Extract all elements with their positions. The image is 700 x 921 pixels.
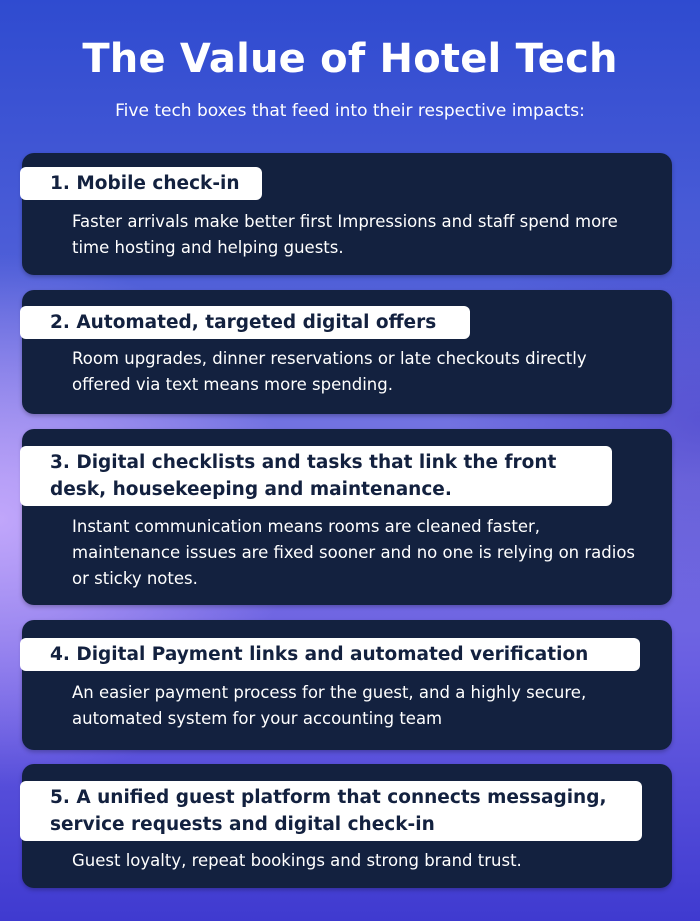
tech-card-title-text: Automated, targeted digital offers — [76, 312, 437, 333]
tech-card-title-text: Digital Payment links and automated verification — [76, 644, 589, 665]
tech-card-number: 5. — [50, 787, 70, 808]
tech-card-3 — [22, 429, 672, 605]
tech-card-4 — [22, 620, 672, 750]
tech-card-description: An easier payment process for the guest, and a highly secure, automated system for your accounting team — [72, 683, 587, 728]
tech-card-2 — [22, 290, 672, 414]
tech-card-number: 3. — [50, 452, 70, 473]
page-title: The Value of Hotel Tech — [82, 36, 618, 82]
tech-card-number: 4. — [50, 644, 70, 665]
page-subtitle: Five tech boxes that feed into their respective impacts: — [115, 101, 585, 121]
tech-card-title — [20, 446, 612, 506]
tech-card-title-text: A unified guest platform that connects messaging, service requests and digital check-in — [50, 787, 607, 835]
tech-card-number: 2. — [50, 312, 70, 333]
tech-card-title-text: Mobile check-in — [76, 173, 240, 194]
tech-card-description: Room upgrades, dinner reservations or late checkouts directly offered via text means more spending. — [72, 349, 587, 394]
tech-card-description: Faster arrivals make better first Impressions and staff spend more time hosting and helping guests. — [72, 212, 618, 257]
tech-card-1 — [22, 153, 672, 275]
tech-card-5 — [22, 764, 672, 888]
tech-card-number: 1. — [50, 173, 70, 194]
tech-card-title — [20, 167, 262, 200]
tech-card-title-text: Digital checklists and tasks that link the front desk, housekeeping and maintenance. — [50, 452, 557, 500]
tech-card-description: Guest loyalty, repeat bookings and strong brand trust. — [72, 851, 522, 870]
tech-card-description: Instant communication means rooms are cleaned faster, maintenance issues are fixed sooner and no one is relying on radios or sticky notes. — [72, 517, 636, 588]
tech-card-title — [20, 306, 470, 339]
tech-card-title — [20, 638, 640, 671]
tech-card-title — [20, 781, 642, 841]
